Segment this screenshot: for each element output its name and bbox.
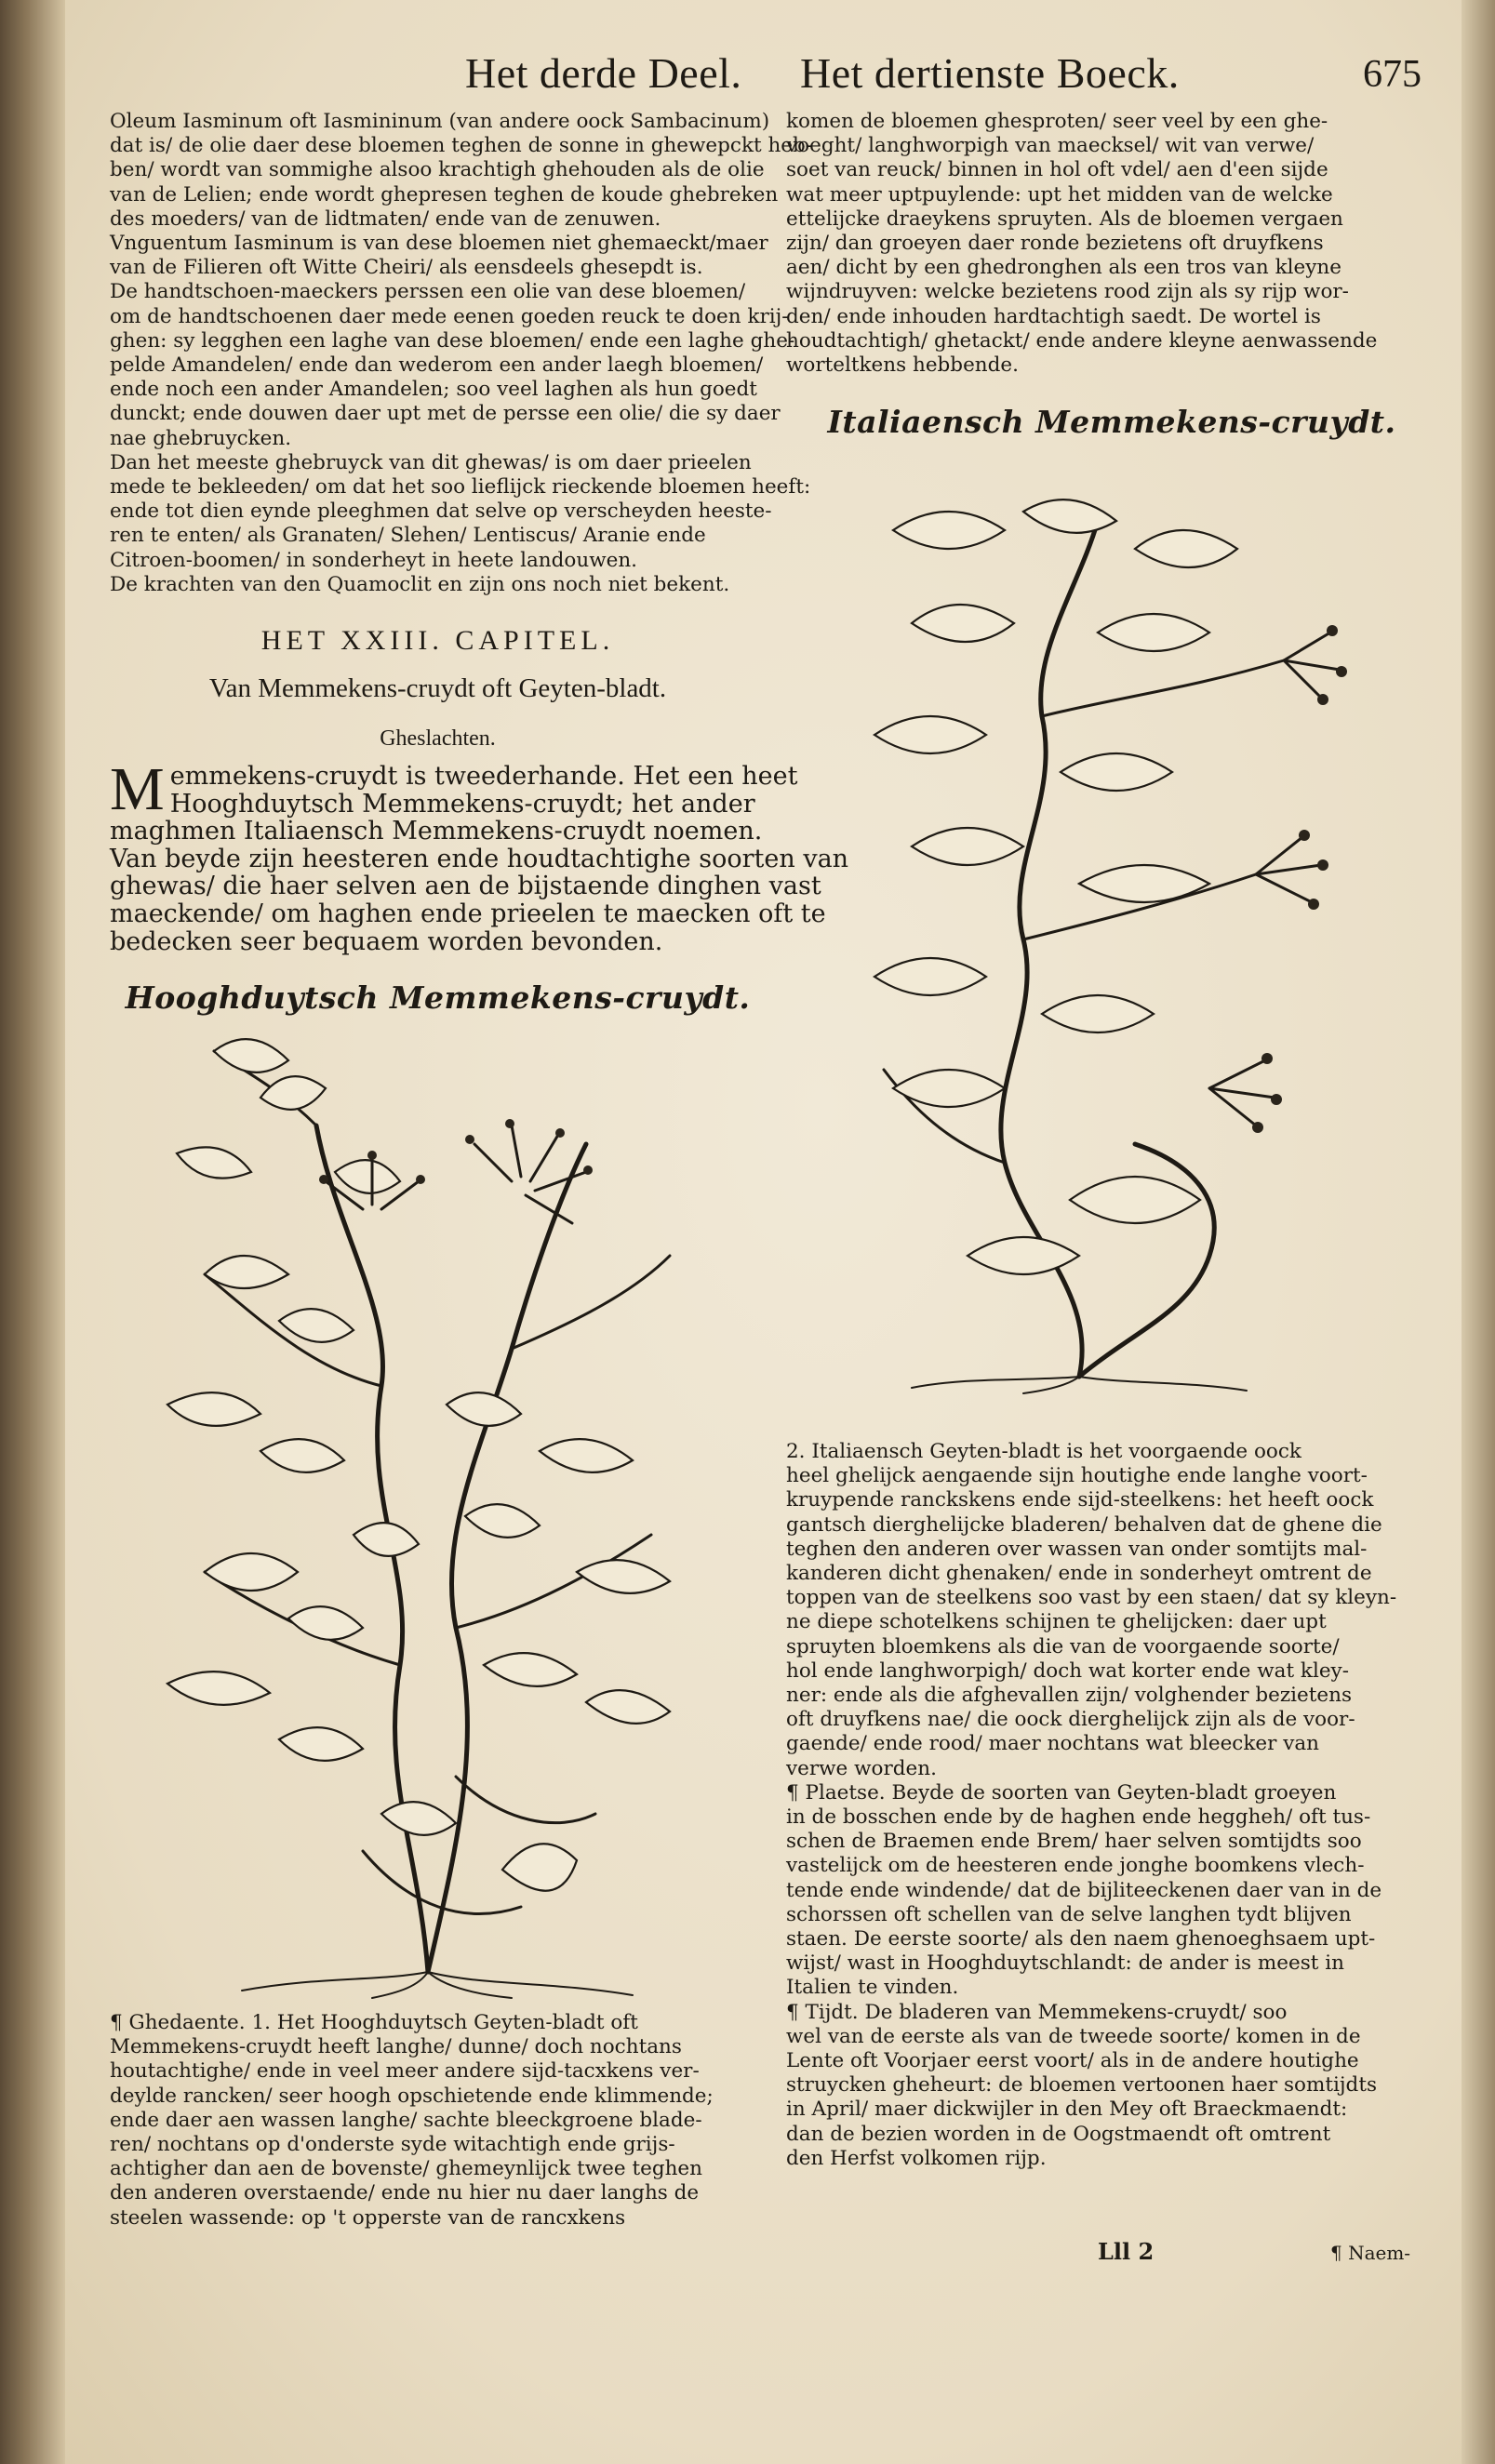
text-line: wijst/ wast in Hooghduytschlandt: de ander is meest in [786, 1951, 1344, 1976]
text-line: soet van reuck/ binnen in hol oft vdel/ aen d'een sijde [786, 158, 1328, 182]
text-line: wijndruyven: welcke bezietens rood zijn als sy rijp wor- [786, 280, 1349, 304]
text-line: gantsch dierghelijcke bladeren/ behalven dat de ghene die [786, 1512, 1382, 1537]
running-head-left: Het derde Deel. [465, 49, 742, 97]
text-line: Lente oft Voorjaer eerst voort/ als in de andere houtighe [786, 2049, 1359, 2073]
roots [242, 1972, 633, 1998]
text-line: toppen van de steelkens soo vast by een staen/ dat sy kleyn- [786, 1586, 1397, 1610]
text-line: steelen wassende: op 't opperste van de rancxkens [110, 2205, 626, 2230]
text-line: ghewas/ die haer selven aen de bijstaende dinghen vast [110, 872, 821, 901]
text-line: achtigher dan aen de bovenste/ ghemeynlijck twee teghen [110, 2157, 703, 2181]
text-line: ende noch een ander Amandelen; soo veel laghen als hun goedt [110, 378, 757, 402]
text-line: zijn/ dan groeyen daer ronde bezietens oft druyfkens [786, 232, 1324, 256]
text-line: mede te bekleeden/ om dat het soo lieflijck rieckende bloemen heeft: [110, 475, 811, 499]
text-line: ende tot dien eynde pleeghmen dat selve op verscheyden heeste- [110, 499, 772, 524]
running-head-right: Het dertienste Boeck. [800, 49, 1180, 97]
text-line: spruyten bloemkens als die van de voorgaende soorte/ [786, 1634, 1340, 1658]
left-bottom-text [110, 2011, 766, 2231]
text-line: houdtachtigh/ ghetackt/ ende andere kleyne aenwassende [786, 328, 1378, 353]
text-line: ghen: sy legghen een laghe van dese bloemen/ ende een laghe ghe- [110, 328, 795, 353]
chapter-subtitle: Van Memmekens-cruydt oft Geyten-bladt. [208, 673, 667, 704]
text-line: des moeders/ van de lidtmaten/ ende van de zenuwen. [110, 206, 661, 231]
text-line: ren/ nochtans op d'onderste syde witachtigh ende grijs- [110, 2133, 675, 2157]
text-line: den Herfst volkomen rijp. [786, 2146, 1047, 2170]
page-gutter-shadow [0, 0, 65, 2464]
text-line: gaende/ ende rood/ maer nochtans wat bleecker van [786, 1732, 1320, 1756]
drop-cap: M [110, 755, 165, 824]
page-edge [1462, 0, 1495, 2464]
text-line: ¶ Ghedaente. 1. Het Hooghduytsch Geyten-bladt oft [110, 2011, 638, 2034]
text-line: ende daer aen wassen langhe/ sachte bleeckgroene blade- [110, 2108, 702, 2132]
leaves [874, 499, 1237, 1274]
left-column [110, 110, 849, 1017]
text-line: ben/ wordt van sommighe alsoo krachtigh ghehouden als de olie [110, 158, 765, 182]
text-line: ¶ Plaetse. Beyde de soorten van Geyten-bladt groeyen [786, 1780, 1337, 1805]
text-line: kruypende ranckskens ende sijd-steelkens: het heeft oock [786, 1488, 1374, 1512]
text-line: nae ghebruycken. [110, 426, 292, 450]
text-line: in April/ maer dickwijler in den Mey oft Braeckmaendt: [786, 2098, 1348, 2122]
text-line: emmekens-cruydt is tweederhande. Het een heet [169, 762, 798, 792]
text-line: verwe worden. [786, 1756, 937, 1780]
flower-cluster [1209, 625, 1347, 1133]
section-heading: Gheslachten. [380, 726, 496, 752]
text-line: dat is/ de olie daer dese bloemen teghen de sonne in ghewepckt heb- [110, 134, 813, 158]
text-line: De krachten van den Quamoclit en zijn ons noch niet bekent. [110, 572, 730, 596]
text-line: hol ende langhworpigh/ doch wat korter ende wat kley- [786, 1658, 1349, 1683]
text-line: staen. De eerste soorte/ als den naem ghenoeghsaem upt- [786, 1927, 1376, 1951]
text-line: Memmekens-cruydt heeft langhe/ dunne/ doch nochtans [110, 2035, 682, 2059]
text-line: ren te enten/ als Granaten/ Slehen/ Lentiscus/ Aranie ende [110, 524, 706, 548]
text-line: schorssen oft schellen van de selve langhen tydt blijven [786, 1902, 1352, 1926]
lead-paragraph [110, 755, 849, 956]
text-line: worteltkens hebbende. [786, 353, 1019, 378]
text-line: den anderen overstaende/ ende nu hier nu daer langhs de [110, 2181, 700, 2205]
text-line: bedecken seer bequaem worden bevonden. [110, 926, 663, 956]
text-line: Italien te vinden. [786, 1976, 959, 2000]
text-line: schen de Braemen ende Brem/ haer selven somtijdts soo [786, 1830, 1362, 1854]
text-line: teghen den anderen over wassen van onder somtijts mal- [786, 1537, 1368, 1561]
page-number: 675 [1363, 53, 1422, 96]
text-line: dan de bezien worden in de Oogstmaendt oft omtrent [786, 2122, 1331, 2146]
text-line: dunckt; ende douwen daer upt met de persse een olie/ die sy daer [110, 402, 781, 426]
text-line: ettelijcke draeykens spruyten. Als de bloemen vergaen [786, 206, 1343, 231]
woodcut-honeysuckle-italian [856, 493, 1377, 1395]
text-line: struycken gheheurt: de bloemen vertoonen haer somtijdts [786, 2073, 1377, 2098]
text-line: in de bosschen ende by de haghen ende heggheh/ oft tus- [786, 1805, 1371, 1830]
text-line: Dan het meeste ghebruyck van dit ghewas/ is om daer prieelen [110, 450, 752, 474]
text-line: tende ende windende/ dat de bijliteeckenen daer van in de [786, 1878, 1382, 1902]
text-line: kanderen dicht ghenaken/ ende in sonderheyt omtrent de [786, 1562, 1372, 1586]
text-line: 2. Italiaensch Geyten-bladt is het voorgaende oock [786, 1440, 1301, 1463]
leaves [167, 1039, 670, 1891]
catchword: ¶ Naem- [1330, 2242, 1411, 2264]
text-line: wat meer uptpuylende: upt het midden van de welcke [786, 182, 1333, 206]
chapter-title: HET XXIII. CAPITEL. [260, 625, 615, 657]
text-line: om de handtschoenen daer mede eenen goeden reuck te doen krij- [110, 304, 789, 328]
text-line: Vnguentum Iasminum is van dese bloemen niet ghemaeckt/maer [110, 232, 768, 256]
text-line: pelde Amandelen/ ende dan wederom een ander laegh bloemen/ [110, 353, 764, 378]
right-middle-text [786, 1440, 1437, 2171]
text-line: ne diepe schotelkens schijnen te ghelijcken: daer upt [786, 1610, 1327, 1634]
text-line: maghmen Italiaensch Memmekens-cruydt noemen. [110, 817, 763, 846]
text-line: Van beyde zijn heesteren ende houdtachtighe soorten van [110, 844, 849, 873]
text-line: Citroen-boomen/ in sonderheyt in heete landouwen. [110, 548, 637, 572]
text-line: wel van de eerste als van de tweede soorte/ komen in de [786, 2024, 1361, 2048]
text-line: voeght/ langhworpigh van maecksel/ wit van verwe/ [786, 134, 1315, 158]
roots [912, 1377, 1247, 1393]
text-line: den/ ende inhouden hardtachtigh saedt. De wortel is [786, 304, 1321, 328]
text-line: ¶ Tijdt. De bladeren van Memmekens-cruydt/ soo [786, 2000, 1288, 2024]
text-line: oft druyfkens nae/ die oock dierghelijck zijn als de voor- [786, 1708, 1355, 1732]
text-line: vastelijck om de heesteren ende jonghe boomkens vlech- [786, 1854, 1365, 1878]
woodcut-honeysuckle-german [149, 1014, 707, 2000]
text-line: komen de bloemen ghesproten/ seer veel by een ghe- [786, 110, 1328, 133]
signature-mark: Lll 2 [1098, 2238, 1155, 2265]
text-line: aen/ dicht by een ghedronghen als een tros van kleyne [786, 256, 1341, 280]
text-line: Oleum Iasminum oft Iasmininum (van andere oock Sambacinum) [110, 110, 770, 133]
right-column [786, 110, 1437, 440]
text-line: van de Filieren oft Witte Cheiri/ als eensdeels ghesepdt is. [110, 256, 703, 280]
text-line: houtachtighe/ ende in veel meer andere sijd-tacxkens ver- [110, 2059, 700, 2084]
text-line: heel ghelijck aengaende sijn houtighe ende langhe voort- [786, 1464, 1368, 1488]
text-line: van de Lelien; ende wordt ghepresen teghen de koude ghebreken [110, 182, 779, 206]
figure-caption-right: Italiaensch Memmekens-cruydt. [827, 404, 1396, 441]
text-line: De handtschoen-maeckers perssen een olie van dese bloemen/ [110, 280, 746, 304]
text-line: maeckende/ om haghen ende prieelen te maecken oft te [110, 899, 826, 929]
text-line: ner: ende als die afghevallen zijn/ volghender bezietens [786, 1684, 1353, 1708]
text-line: deylde rancken/ seer hoogh opschietende ende klimmende; [110, 2084, 714, 2108]
left-top-text [110, 110, 813, 597]
figure-caption-left: Hooghduytsch Memmekens-cruydt. [125, 979, 751, 1017]
text-line: Hooghduytsch Memmekens-cruydt; het ander [169, 789, 755, 819]
